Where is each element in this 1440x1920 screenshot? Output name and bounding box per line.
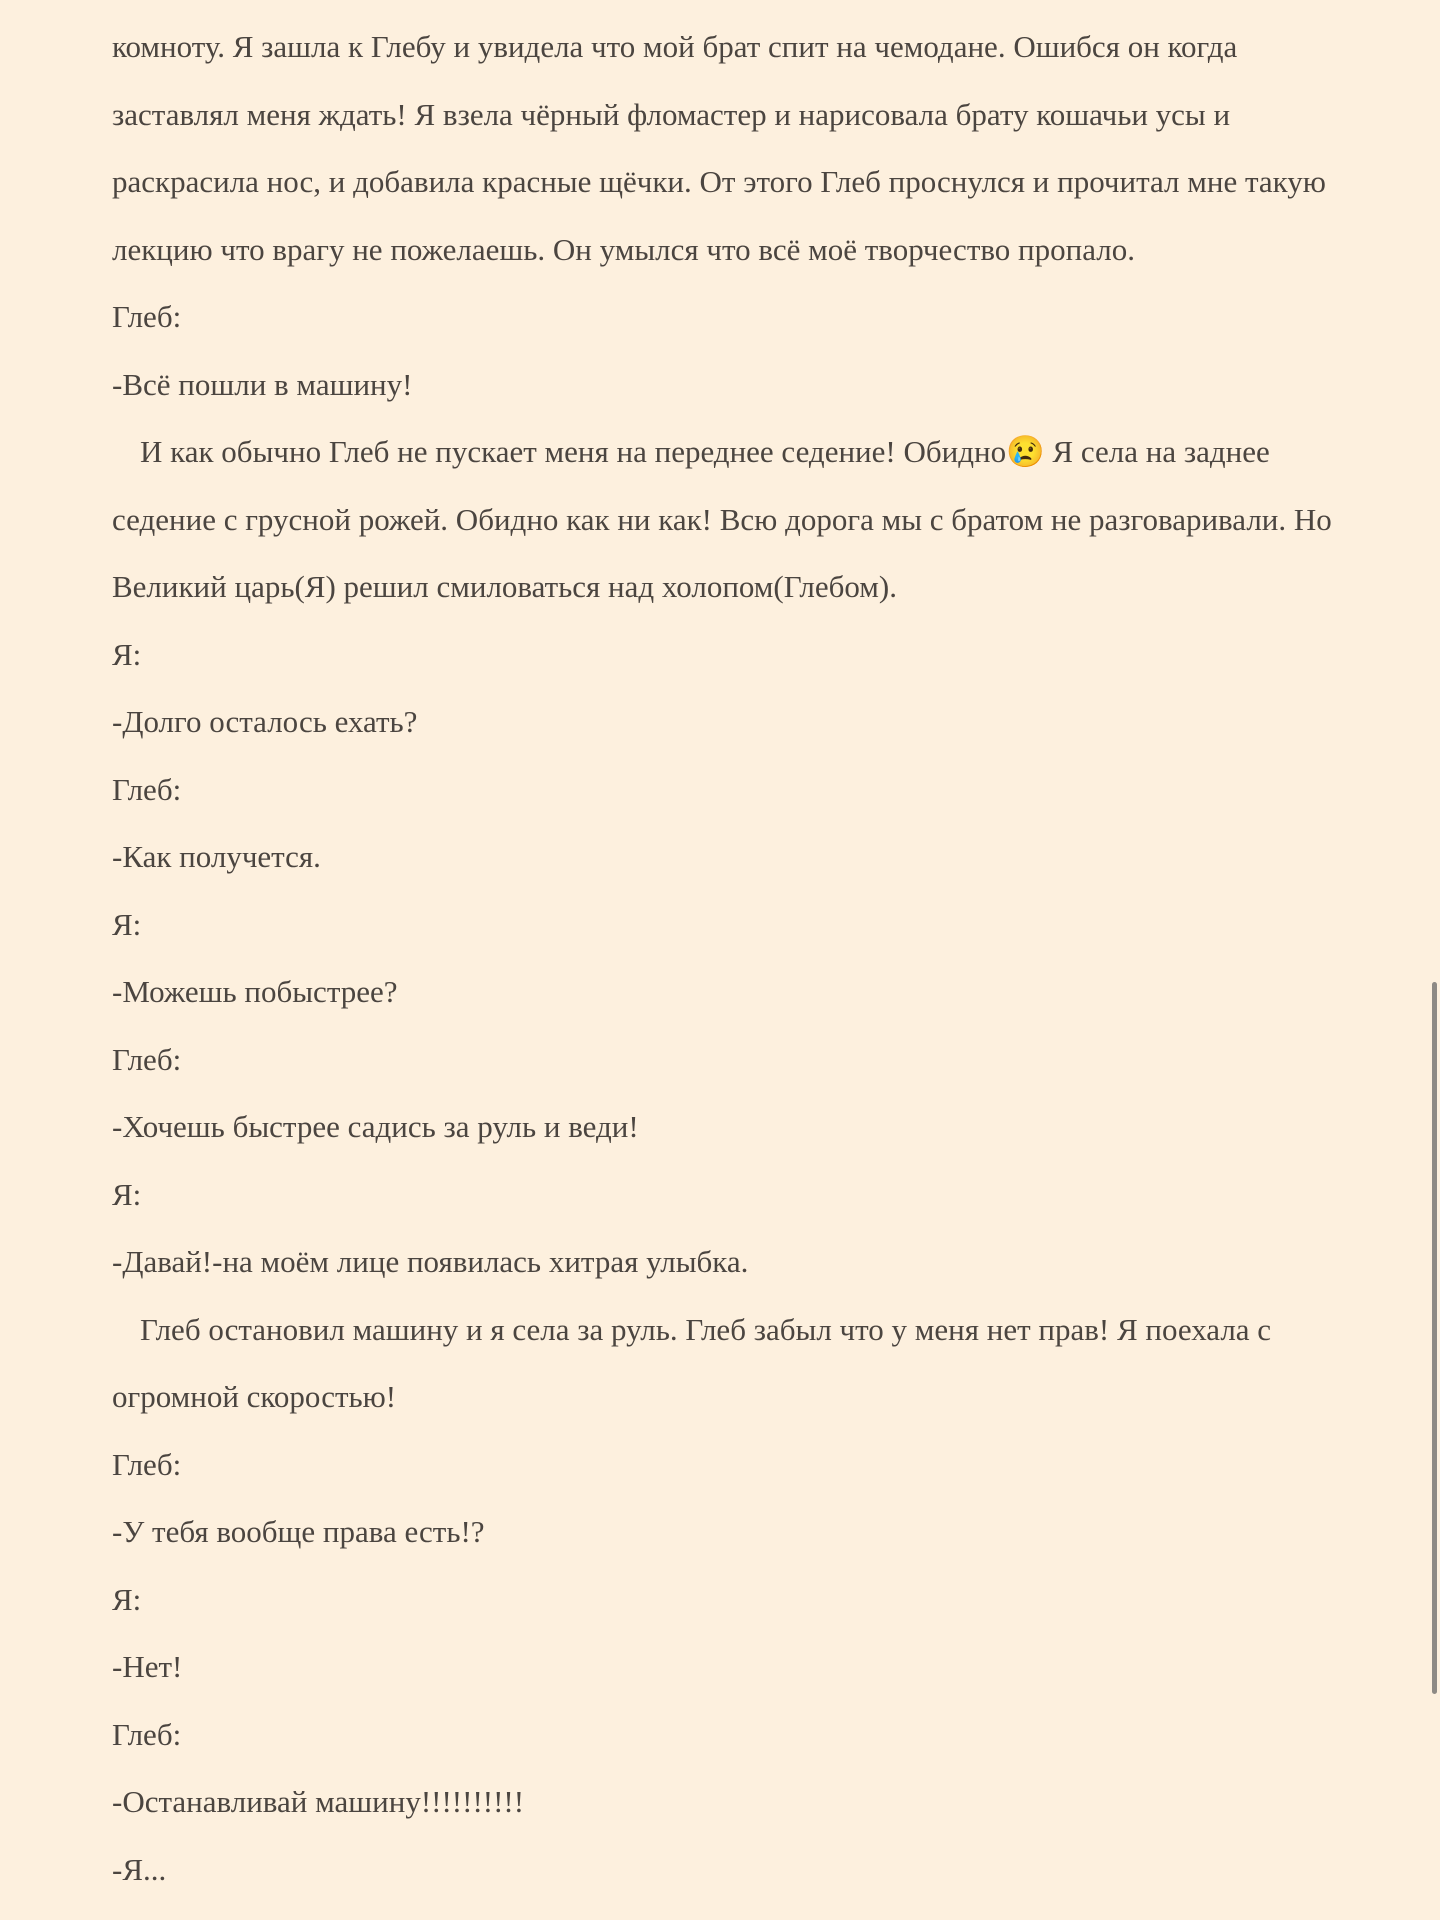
paragraph: -Как получется. xyxy=(112,839,321,874)
paragraph: Глеб остановил машину и я села за руль. Глеб забыл что у меня нет прав! Я поехала с огромной скоростью! xyxy=(112,1311,1279,1414)
paragraph: -Я... xyxy=(112,1851,167,1887)
paragraph: Я: xyxy=(112,1176,142,1212)
paragraph: Я: xyxy=(112,1581,142,1617)
paragraph: Я: xyxy=(112,636,142,672)
paragraph: -У тебя вообще права есть!? xyxy=(112,1514,485,1549)
paragraph: комноту. Я зашла к Глебу и увидела что мой брат спит на чемодане. Ошибся он когда заставлял меня ждать! Я взела чёрный фломастер и нарисовала брату кошачьи усы и раскрасила нос, и добавила красные щёчки. От этого Глеб проснулся и прочитал мне такую лекцию что врагу не пожелаешь. Он умылся что всё моё творчество пропало. xyxy=(112,29,1334,267)
paragraph: -Можешь побыстрее? xyxy=(112,974,398,1009)
paragraph: Глеб: xyxy=(112,1041,182,1077)
paragraph: -Всё пошли в машину! xyxy=(112,366,413,402)
paragraph: Глеб: xyxy=(112,1446,182,1482)
paragraph: -Хочешь быстрее садись за руль и веди! xyxy=(112,1109,639,1144)
paragraph: Глеб: xyxy=(112,299,182,334)
paragraph: -Давай!-на моём лице появилась хитрая улыбка. xyxy=(112,1244,749,1279)
paragraph: -Долго осталось ехать? xyxy=(112,704,418,739)
story-text xyxy=(112,13,1342,1903)
paragraph: Глеб: xyxy=(112,771,182,807)
scrollbar-thumb[interactable] xyxy=(1432,982,1437,1694)
paragraph: Глеб: xyxy=(112,1716,182,1752)
paragraph: -Нет! xyxy=(112,1649,183,1684)
paragraph: Я: xyxy=(112,906,142,942)
paragraph: -Останавливай машину!!!!!!!!!! xyxy=(112,1784,525,1819)
paragraph: И как обычно Глеб не пускает меня на переднее седение! Обидно😢 Я села на заднее седение с грусной рожей. Обидно как ни как! Всю дорога мы с братом не разговаривали. Но Великий царь(Я) решил смиловаться над холопом(Глебом). xyxy=(112,434,1340,604)
